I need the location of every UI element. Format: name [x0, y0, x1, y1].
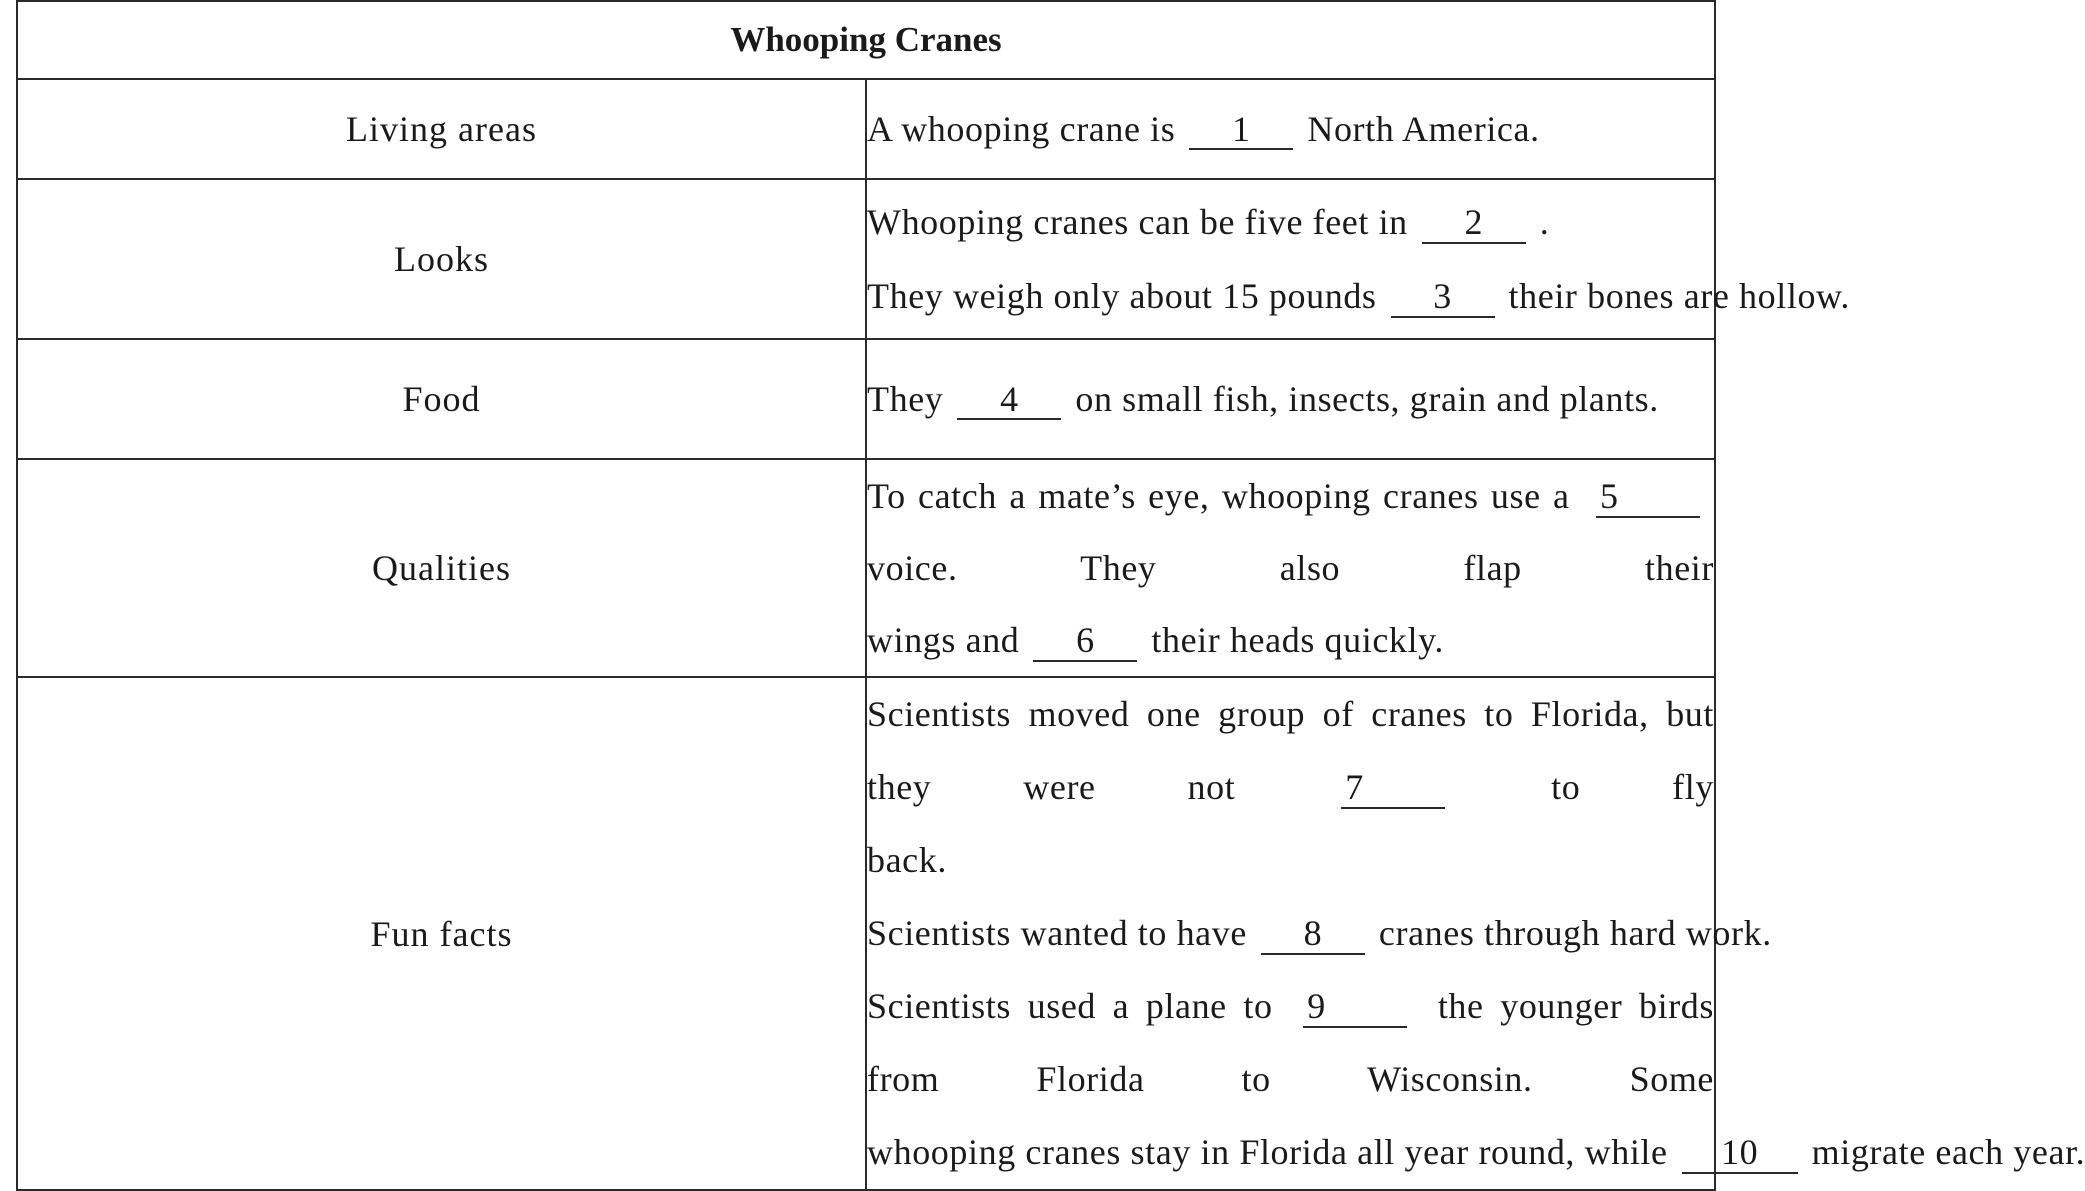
text-before-blank-7: Scientists moved one group of cranes to Florida, but they were not	[867, 694, 1714, 807]
blank-1[interactable]: 1	[1189, 111, 1293, 151]
table-title: Whooping Cranes	[17, 1, 1715, 79]
text-after-blank-7: to fly	[1551, 767, 1714, 807]
text-after-blank-8: cranes through hard work.	[1378, 913, 1772, 953]
sentence-3	[867, 259, 1850, 333]
blank-8[interactable]: 8	[1261, 915, 1365, 955]
text-before-blank-9: Scientists used a plane to	[867, 986, 1273, 1026]
blank-3[interactable]: 3	[1391, 278, 1495, 318]
text-after-blank-3: their bones are hollow.	[1508, 276, 1850, 316]
row-qualities	[17, 459, 1715, 677]
row-living-areas	[17, 79, 1715, 179]
content-qualities	[866, 459, 1715, 677]
label-qualities: Qualities	[17, 459, 866, 677]
sentence-6	[867, 604, 1714, 676]
row-looks	[17, 179, 1715, 339]
worksheet	[16, 0, 2085, 1172]
sentence-8	[867, 897, 1772, 970]
sentence-4	[867, 378, 1714, 421]
blank-9[interactable]: 9	[1303, 988, 1407, 1028]
text-after-blank-5: voice. They also flap their	[867, 548, 1714, 588]
sentence-1	[867, 108, 1714, 151]
text-after-blank-1: North America.	[1307, 108, 1540, 149]
blank-4[interactable]: 4	[957, 381, 1061, 421]
label-fun-facts: Fun facts	[17, 677, 866, 1190]
label-living-areas: Living areas	[17, 79, 866, 179]
text-before-blank-5: To catch a mate’s eye, whooping cranes use a	[867, 476, 1570, 516]
row-food	[17, 339, 1715, 459]
blank-2[interactable]: 2	[1422, 204, 1526, 244]
text-after-blank-9: the younger birds from Florida to Wisconsin. Some	[867, 986, 1714, 1099]
text-before-blank-4: They	[867, 378, 944, 419]
label-looks: Looks	[17, 179, 866, 339]
sentence-10	[867, 1116, 2085, 1189]
sentence-7	[867, 678, 1714, 824]
content-living-areas	[866, 79, 1715, 179]
sentence-7-continued: back.	[867, 840, 947, 880]
row-fun-facts	[17, 677, 1715, 1190]
blank-5[interactable]: 5	[1596, 478, 1700, 518]
text-after-blank-2: .	[1539, 202, 1550, 242]
content-food	[866, 339, 1715, 459]
sentence-9	[867, 970, 1714, 1116]
text-after-blank-6: their heads quickly.	[1151, 620, 1444, 660]
sentence-2	[867, 185, 1714, 259]
content-fun-facts	[866, 677, 2085, 1190]
text-before-blank-6: wings and	[867, 620, 1020, 660]
blank-10[interactable]: 10	[1682, 1134, 1798, 1174]
blank-6[interactable]: 6	[1033, 622, 1137, 662]
text-before-blank-3: They weigh only about 15 pounds	[867, 276, 1377, 316]
sentence-5	[867, 460, 1714, 604]
label-food: Food	[17, 339, 866, 459]
content-looks	[866, 179, 1850, 339]
text-after-blank-4: on small fish, insects, grain and plants.	[1075, 378, 1659, 419]
text-before-blank-10: whooping cranes stay in Florida all year round, while	[867, 1132, 1668, 1172]
title-row	[17, 1, 1715, 79]
text-before-blank-1: A whooping crane is	[867, 108, 1176, 149]
text-before-blank-2: Whooping cranes can be five feet in	[867, 202, 1408, 242]
text-before-blank-8: Scientists wanted to have	[867, 913, 1247, 953]
text-after-blank-10: migrate each year.	[1811, 1132, 2085, 1172]
whooping-cranes-table	[16, 0, 2085, 1191]
blank-7[interactable]: 7	[1341, 769, 1445, 809]
